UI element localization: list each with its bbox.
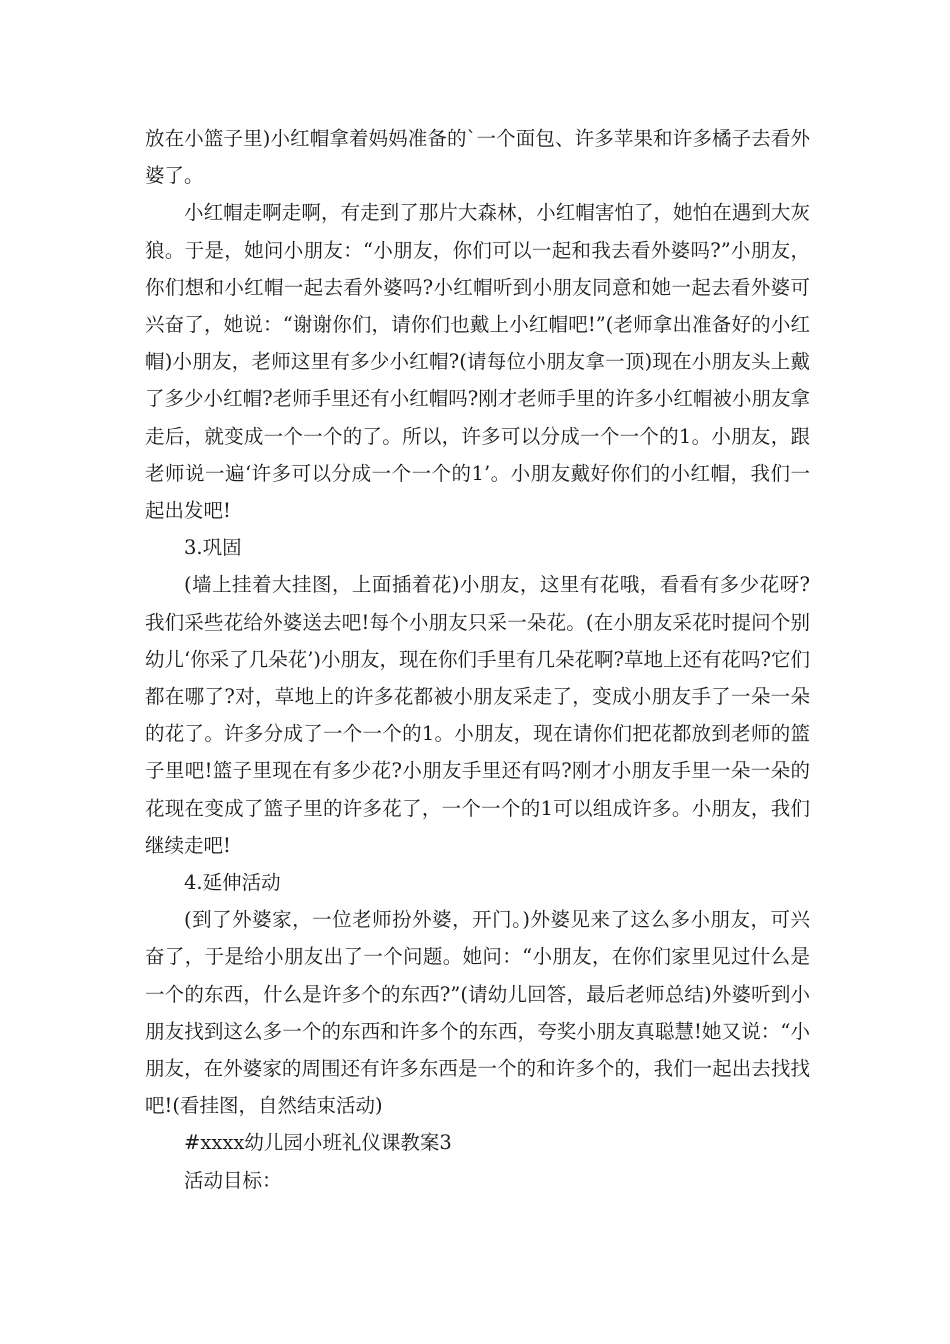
document-body bbox=[145, 120, 810, 1199]
paragraph-little-red-riding-hood: 小红帽走啊走啊，有走到了那片大森林，小红帽害怕了，她怕在遇到大灰狼。于是，她问小朋友：“小朋友，你们可以一起和我去看外婆吗?”小朋友，你们想和小红帽一起去看外婆吗?小红帽听到小朋友同意和她一起去看外婆可兴奋了，她说：“谢谢你们，请你们也戴上小红帽吧!”(老师拿出准备好的小红帽)小朋友，老师这里有多少小红帽?(请每位小朋友拿一顶)现在小朋友头上戴了多少小红帽?老师手里还有小红帽吗?刚才老师手里的许多小红帽被小朋友拿走后，就变成一个一个的了。所以，许多可以分成一个一个的1。小朋友，跟老师说一遍‘许多可以分成一个一个的1’。小朋友戴好你们的小红帽，我们一起出发吧! bbox=[145, 201, 810, 523]
paragraph-continuation: 放在小篮子里)小红帽拿着妈妈准备的`一个面包、许多苹果和许多橘子去看外婆了。 bbox=[145, 127, 810, 188]
paragraph-picking-flowers: (墙上挂着大挂图，上面插着花)小朋友，这里有花哦，看看有多少花呀?我们采些花给外婆送去吧!每个小朋友只采一朵花。(在小朋友采花时提问个别幼儿‘你采了几朵花’)小朋友，现在你们手里有几朵花啊?草地上还有花吗?它们都在哪了?对，草地上的许多花都被小朋友采走了，变成小朋友手了一朵一朵的花了。许多分成了一个一个的1。小朋友，现在请你们把花都放到老师的篮子里吧!篮子里现在有多少花?小朋友手里还有吗?刚才小朋友手里一朵一朵的花现在变成了篮子里的许多花了，一个一个的1可以组成许多。小朋友，我们继续走吧! bbox=[145, 573, 810, 857]
activity-goals-heading: 活动目标： bbox=[184, 1168, 282, 1192]
section-heading-extension-activity: 4.延伸活动 bbox=[184, 871, 281, 895]
paragraph-grandma-house: (到了外婆家，一位老师扮外婆，开门。)外婆见来了这么多小朋友，可兴奋了，于是给小朋友出了一个问题。她问：“小朋友，在你们家里见过什么是一个的东西，什么是许多个的东西?”(请幼儿回答，最后老师总结)外婆听到小朋友找到这么多一个的东西和许多个的东西，夸奖小朋友真聪慧!她又说：“小朋友，在外婆家的周围还有许多东西是一个的和许多个的，我们一起出去找找吧!(看挂图，自然结束活动) bbox=[145, 908, 810, 1118]
section-heading-consolidation: 3.巩固 bbox=[184, 536, 242, 560]
lesson-plan-title: #xxxx幼儿园小班礼仪课教案3 bbox=[184, 1131, 452, 1155]
